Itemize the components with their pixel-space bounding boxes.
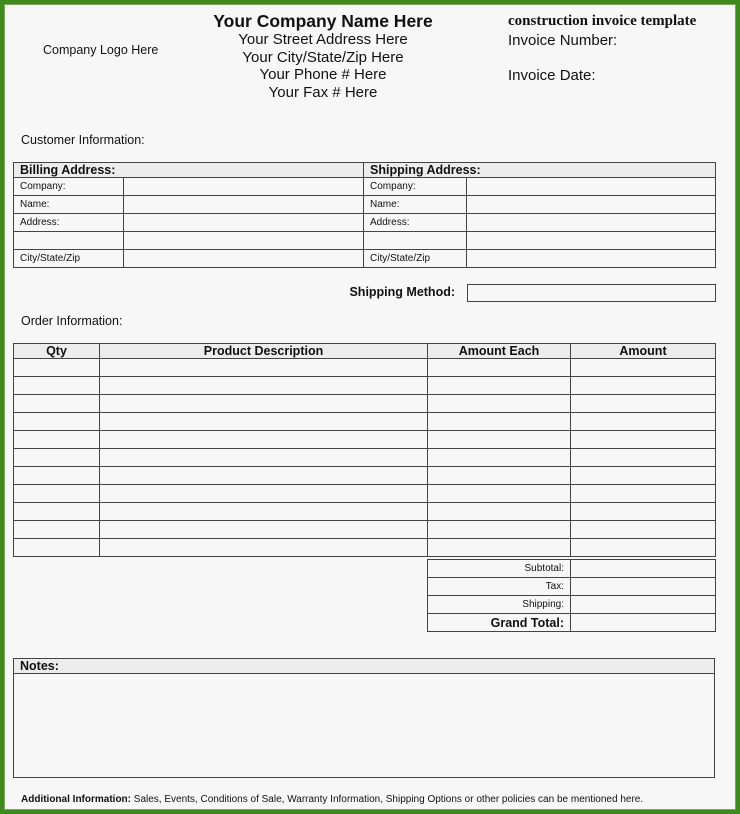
- shipping-city-field[interactable]: [467, 250, 716, 268]
- grand-total-field[interactable]: [571, 614, 716, 632]
- billing-address-header: Billing Address:: [14, 163, 364, 178]
- notes-table: [13, 658, 715, 778]
- additional-info-text: Sales, Events, Conditions of Sale, Warranty Information, Shipping Options or other policies can be mentioned here.: [131, 794, 644, 805]
- amount-cell[interactable]: [571, 485, 716, 503]
- subtotal-field[interactable]: [571, 560, 716, 578]
- shipping-row: [428, 596, 716, 614]
- amount-column-header: Amount: [571, 344, 716, 359]
- shipping-address2-field[interactable]: [467, 232, 716, 250]
- qty-cell[interactable]: [14, 467, 100, 485]
- subtotal-label: Subtotal:: [428, 560, 571, 578]
- shipping-address-header: Shipping Address:: [364, 163, 716, 178]
- billing-address-field[interactable]: [124, 214, 364, 232]
- qty-cell[interactable]: [14, 539, 100, 557]
- tax-row: [428, 578, 716, 596]
- qty-cell[interactable]: [14, 395, 100, 413]
- description-cell[interactable]: [100, 449, 428, 467]
- description-cell[interactable]: [100, 539, 428, 557]
- billing-name-label: Name:: [14, 196, 124, 214]
- address-row-city: [14, 250, 716, 268]
- amount-each-cell[interactable]: [428, 485, 571, 503]
- description-cell[interactable]: [100, 377, 428, 395]
- billing-company-label: Company:: [14, 178, 124, 196]
- grand-total-label: Grand Total:: [428, 614, 571, 632]
- description-cell[interactable]: [100, 521, 428, 539]
- subtotal-row: [428, 560, 716, 578]
- description-cell[interactable]: [100, 467, 428, 485]
- billing-address-label: Address:: [14, 214, 124, 232]
- amount-cell[interactable]: [571, 431, 716, 449]
- qty-cell[interactable]: [14, 485, 100, 503]
- description-cell[interactable]: [100, 485, 428, 503]
- customer-info-label: Customer Information:: [21, 133, 145, 147]
- order-row: [14, 431, 716, 449]
- amount-cell[interactable]: [571, 467, 716, 485]
- description-cell[interactable]: [100, 395, 428, 413]
- notes-label: Notes:: [14, 659, 715, 674]
- amount-each-cell[interactable]: [428, 449, 571, 467]
- address-header-row: [14, 163, 716, 178]
- description-column-header: Product Description: [100, 344, 428, 359]
- amount-cell[interactable]: [571, 377, 716, 395]
- amount-each-cell[interactable]: [428, 503, 571, 521]
- billing-company-field[interactable]: [124, 178, 364, 196]
- company-name: Your Company Name Here: [213, 11, 433, 31]
- address-row-address-2: [14, 232, 716, 250]
- order-row: [14, 503, 716, 521]
- description-cell[interactable]: [100, 413, 428, 431]
- order-row: [14, 521, 716, 539]
- amount-each-cell[interactable]: [428, 413, 571, 431]
- grand-total-row: [428, 614, 716, 632]
- tax-field[interactable]: [571, 578, 716, 596]
- description-cell[interactable]: [100, 431, 428, 449]
- amount-each-cell[interactable]: [428, 359, 571, 377]
- order-row: [14, 449, 716, 467]
- order-row: [14, 539, 716, 557]
- order-row: [14, 467, 716, 485]
- order-header-row: [14, 344, 716, 359]
- amount-cell[interactable]: [571, 539, 716, 557]
- amount-each-cell[interactable]: [428, 521, 571, 539]
- amount-each-column-header: Amount Each: [428, 344, 571, 359]
- qty-cell[interactable]: [14, 377, 100, 395]
- amount-each-cell[interactable]: [428, 539, 571, 557]
- address-row-company: [14, 178, 716, 196]
- order-info-label: Order Information:: [21, 314, 123, 328]
- company-phone: Your Phone # Here: [259, 66, 387, 83]
- shipping-city-label: City/State/Zip: [364, 250, 467, 268]
- amount-cell[interactable]: [571, 449, 716, 467]
- qty-cell[interactable]: [14, 503, 100, 521]
- template-title: construction invoice template: [508, 13, 697, 29]
- billing-address2-label: [14, 232, 124, 250]
- shipping-cost-label: Shipping:: [428, 596, 571, 614]
- shipping-method-label: Shipping Method:: [349, 285, 455, 299]
- invoice-date-label: Invoice Date:: [508, 67, 596, 84]
- company-info-block: [203, 11, 443, 101]
- amount-each-cell[interactable]: [428, 377, 571, 395]
- description-cell[interactable]: [100, 359, 428, 377]
- amount-each-cell[interactable]: [428, 395, 571, 413]
- amount-cell[interactable]: [571, 359, 716, 377]
- company-fax: Your Fax # Here: [268, 83, 378, 101]
- additional-information: [21, 794, 643, 805]
- description-cell[interactable]: [100, 503, 428, 521]
- order-row: [14, 395, 716, 413]
- order-row: [14, 377, 716, 395]
- billing-city-label: City/State/Zip: [14, 250, 124, 268]
- shipping-address-label: Address:: [364, 214, 467, 232]
- qty-cell[interactable]: [14, 449, 100, 467]
- amount-cell[interactable]: [571, 395, 716, 413]
- invoice-number-label: Invoice Number:: [508, 32, 618, 49]
- address-table: [13, 162, 716, 268]
- order-row: [14, 359, 716, 377]
- shipping-address-field[interactable]: [467, 214, 716, 232]
- shipping-name-label: Name:: [364, 196, 467, 214]
- amount-each-cell[interactable]: [428, 467, 571, 485]
- shipping-address2-label: [364, 232, 467, 250]
- shipping-cost-field[interactable]: [571, 596, 716, 614]
- tax-label: Tax:: [428, 578, 571, 596]
- qty-cell[interactable]: [14, 431, 100, 449]
- shipping-company-label: Company:: [364, 178, 467, 196]
- order-row: [14, 485, 716, 503]
- shipping-method-field[interactable]: [467, 284, 716, 302]
- amount-cell[interactable]: [571, 521, 716, 539]
- qty-cell[interactable]: [14, 413, 100, 431]
- amount-each-cell[interactable]: [428, 431, 571, 449]
- billing-address2-field[interactable]: [124, 232, 364, 250]
- amount-cell[interactable]: [571, 503, 716, 521]
- totals-table: [427, 559, 716, 632]
- additional-info-label: Additional Information:: [21, 794, 131, 805]
- company-city-state-zip: Your City/State/Zip Here: [242, 48, 404, 66]
- address-row-address: [14, 214, 716, 232]
- qty-cell[interactable]: [14, 521, 100, 539]
- shipping-company-field[interactable]: [467, 178, 716, 196]
- billing-city-field[interactable]: [124, 250, 364, 268]
- billing-name-field[interactable]: [124, 196, 364, 214]
- company-logo-placeholder: Company Logo Here: [43, 43, 159, 57]
- qty-column-header: Qty: [14, 344, 100, 359]
- company-street: Your Street Address Here: [238, 31, 408, 48]
- invoice-page: [4, 4, 736, 810]
- qty-cell[interactable]: [14, 359, 100, 377]
- order-table: [13, 343, 716, 557]
- order-row: [14, 413, 716, 431]
- amount-cell[interactable]: [571, 413, 716, 431]
- shipping-name-field[interactable]: [467, 196, 716, 214]
- notes-field[interactable]: [14, 674, 715, 778]
- address-row-name: [14, 196, 716, 214]
